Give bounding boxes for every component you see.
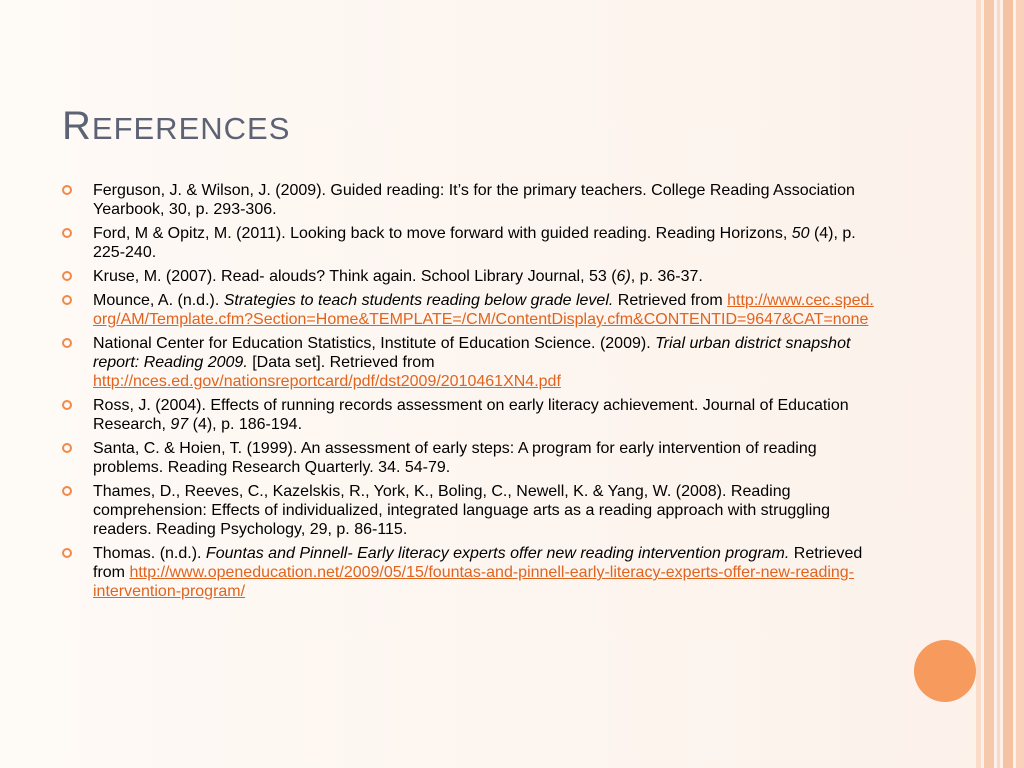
stripe xyxy=(1016,0,1024,768)
reference-text: [Data set]. Retrieved from xyxy=(247,354,435,371)
reference-link[interactable]: http://www.openeducation.net/2009/05/15/fountas-and-pinnell-early-literacy-experts-offer-new-reading-intervention-program/ xyxy=(93,564,855,600)
title-rest: EFERENCES xyxy=(91,111,291,146)
reference-item xyxy=(62,396,882,434)
reference-issue: 6) xyxy=(616,268,631,285)
reference-link[interactable]: http://www.cec.sped.org/AM/Template.cfm?Section=Home&TEMPLATE=/CM/ContentDisplay.cfm&CONTENTID=9647&CAT=none xyxy=(93,292,874,328)
stripe xyxy=(997,0,1000,768)
bullet-icon xyxy=(62,443,72,453)
reference-text: Santa, C. & Hoien, T. (1999). An assessment of early steps: A program for early intervention of reading problems. Reading Research Quarterly. 34. 54-79. xyxy=(93,440,817,476)
reference-text: Thomas. (n.d.). xyxy=(93,545,206,562)
reference-item xyxy=(62,291,882,329)
reference-title: Trial urban district snapshot report: Reading 2009. xyxy=(93,335,851,371)
reference-volume: 97 xyxy=(170,416,189,433)
reference-text: Retrieved from xyxy=(93,545,863,581)
bullet-icon xyxy=(62,271,72,281)
reference-text: Ferguson, J. & Wilson, J. (2009). Guided reading: It’s for the primary teachers. College Reading Association Yearbook, 30, p. 293-306. xyxy=(93,182,855,218)
reference-text: (4), p. 225-240. xyxy=(93,225,856,261)
stripe xyxy=(1003,0,1013,768)
bullet-icon xyxy=(62,228,72,238)
reference-volume: 50 xyxy=(791,225,810,242)
bullet-icon xyxy=(62,548,72,558)
bullet-icon xyxy=(62,185,72,195)
reference-item xyxy=(62,334,882,391)
reference-text: Mounce, A. (n.d.). xyxy=(93,292,224,309)
reference-text: Ford, M & Opitz, M. (2011). Looking back to move forward with guided reading. Reading Horizons, xyxy=(93,225,792,242)
reference-item xyxy=(62,181,882,219)
bullet-icon xyxy=(62,338,72,348)
bullet-icon xyxy=(62,486,72,496)
reference-text: Ross, J. (2004). Effects of running records assessment on early literacy achievement. Journal of Education Research, xyxy=(93,397,849,433)
bullet-icon xyxy=(62,295,72,305)
accent-circle xyxy=(914,640,976,702)
reference-text: Kruse, M. (2007). Read- alouds? Think again. School Library Journal, 53 ( xyxy=(93,268,617,285)
stripe xyxy=(976,0,981,768)
reference-list xyxy=(62,181,882,606)
title-initial: R xyxy=(62,104,92,148)
reference-item xyxy=(62,482,882,539)
reference-text: Thames, D., Reeves, C., Kazelskis, R., York, K., Boling, C., Newell, K. & Yang, W. (2008). Reading comprehension: Effects of individualized, integrated language arts as a reading approach with struggling readers. Reading Psychology, 29, p. 86-115. xyxy=(93,483,831,538)
decorative-stripes xyxy=(976,0,1024,768)
reference-text: Retrieved from xyxy=(613,292,728,309)
reference-title: Strategies to teach students reading below grade level. xyxy=(223,292,614,309)
reference-item xyxy=(62,224,882,262)
bullet-icon xyxy=(62,400,72,410)
reference-link[interactable]: http://nces.ed.gov/nationsreportcard/pdf/dst2009/2010461XN4.pdf xyxy=(93,373,561,390)
slide-title xyxy=(62,104,290,149)
stripe xyxy=(984,0,994,768)
reference-title: Fountas and Pinnell- Early literacy experts offer new reading intervention program. xyxy=(205,545,790,562)
reference-item xyxy=(62,544,882,601)
reference-text: , p. 36-37. xyxy=(630,268,703,285)
reference-item xyxy=(62,267,882,286)
reference-text: (4), p. 186-194. xyxy=(188,416,303,433)
reference-item xyxy=(62,439,882,477)
reference-text: National Center for Education Statistics, Institute of Education Science. (2009). xyxy=(93,335,656,352)
